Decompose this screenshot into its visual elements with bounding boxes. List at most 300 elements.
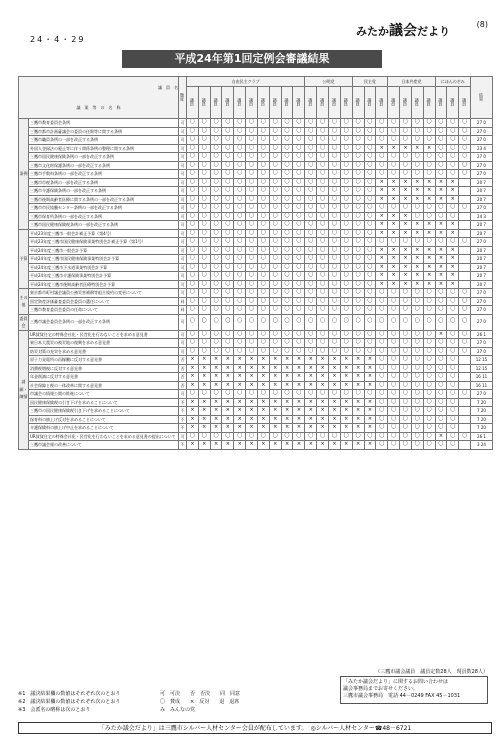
- table-row: [19, 161, 493, 170]
- item-name: 外国人登録法の廃止等に伴う関係条例の整理に関する条例: [29, 144, 179, 153]
- vote-cell: 〇: [447, 347, 459, 356]
- vote-cell: 〇: [257, 390, 269, 399]
- vote-cell: 〇: [210, 144, 222, 153]
- vote-cell: 〇: [376, 398, 388, 407]
- vote-cell: ×: [257, 356, 269, 365]
- vote-cell: 〇: [364, 390, 376, 399]
- vote-cell: 〇: [305, 178, 317, 187]
- vote-cell: 〇: [222, 280, 234, 289]
- vote-cell: 〇: [210, 221, 222, 230]
- vote-cell: 〇: [281, 153, 293, 162]
- member-header: [234, 87, 246, 119]
- vote-cell: 〇: [187, 195, 199, 204]
- item-type: 不: [180, 416, 185, 422]
- vote-cell: ×: [411, 280, 423, 289]
- vote-cell: 〇: [305, 144, 317, 153]
- member-name: 議員: [308, 98, 314, 106]
- vote-cell: 〇: [447, 127, 459, 136]
- table-row: [19, 364, 493, 373]
- vote-cell: 〇: [364, 330, 376, 339]
- vote-cell: ×: [222, 356, 234, 365]
- vote-cell: 〇: [364, 306, 376, 315]
- member-name: 議員: [426, 98, 432, 106]
- vote-cell: 〇: [234, 170, 246, 179]
- vote-cell: 〇: [269, 153, 281, 162]
- member-header: [269, 87, 281, 119]
- vote-cell: 〇: [293, 272, 305, 281]
- table-row: [19, 373, 493, 382]
- vote-cell: 〇: [364, 170, 376, 179]
- vote-cell: 〇: [234, 390, 246, 399]
- vote-cell: 〇: [376, 314, 388, 330]
- vote-cell: 〇: [187, 187, 199, 196]
- vote-cell: ×: [246, 398, 258, 407]
- vote-cell: 〇: [340, 178, 352, 187]
- item-type: 可: [180, 433, 185, 439]
- member-name: 議員: [284, 98, 290, 106]
- vote-cell: 〇: [210, 127, 222, 136]
- vote-cell: 〇: [435, 127, 447, 136]
- vote-cell: 〇: [340, 119, 352, 128]
- vote-cell: 〇: [400, 136, 412, 145]
- vote-cell: 〇: [388, 204, 400, 213]
- vote-cell: [459, 263, 471, 272]
- vote-cell: ×: [246, 364, 258, 373]
- vote-cell: 〇: [329, 347, 341, 356]
- vote-cell: 〇: [329, 390, 341, 399]
- vote-cell: 〇: [388, 289, 400, 298]
- vote-cell: ×: [187, 424, 199, 433]
- vote-cell: 〇: [222, 144, 234, 153]
- vote-cell: 〇: [400, 289, 412, 298]
- member-header: [447, 87, 459, 119]
- legend-block: [160, 690, 240, 714]
- vote-cell: 〇: [388, 306, 400, 315]
- vote-cell: ×: [293, 381, 305, 390]
- vote-cell: 〇: [305, 390, 317, 399]
- member-header: [388, 87, 400, 119]
- vote-cell: ×: [376, 195, 388, 204]
- legend-item: 〇 賛成 × 反対 退 退席: [160, 699, 240, 705]
- vote-cell: 〇: [388, 441, 400, 450]
- vote-cell: ×: [423, 144, 435, 153]
- vote-cell: 〇: [234, 153, 246, 162]
- vote-cell: [459, 246, 471, 255]
- vote-cell: 〇: [269, 119, 281, 128]
- vote-cell: 〇: [400, 314, 412, 330]
- vote-cell: 〇: [317, 136, 329, 145]
- vote-cell: 〇: [447, 424, 459, 433]
- vote-cell: ×: [234, 364, 246, 373]
- item-result: 7 20: [471, 407, 493, 416]
- vote-cell: 〇: [423, 432, 435, 441]
- member-header: [210, 87, 222, 119]
- vote-cell: 〇: [329, 272, 341, 281]
- category-cell: その他: [19, 289, 29, 315]
- vote-cell: 〇: [388, 424, 400, 433]
- vote-cell: 〇: [257, 289, 269, 298]
- vote-cell: ×: [411, 187, 423, 196]
- vote-cell: 〇: [352, 136, 364, 145]
- vote-cell: 〇: [198, 127, 210, 136]
- vote-cell: 〇: [269, 178, 281, 187]
- vote-cell: [459, 373, 471, 382]
- vote-cell: ×: [269, 364, 281, 373]
- vote-cell: 〇: [187, 272, 199, 281]
- item-type: 可: [180, 213, 185, 219]
- vote-cell: 〇: [447, 306, 459, 315]
- vote-cell: 〇: [281, 280, 293, 289]
- vote-cell: ×: [198, 398, 210, 407]
- vote-cell: ×: [329, 415, 341, 424]
- vote-cell: ×: [435, 272, 447, 281]
- vote-cell: 〇: [329, 127, 341, 136]
- member-name: 議員: [450, 98, 456, 106]
- vote-cell: 〇: [317, 314, 329, 330]
- vote-cell: ×: [257, 441, 269, 450]
- item-type: 不: [180, 442, 185, 447]
- vote-cell: 〇: [447, 381, 459, 390]
- vote-cell: 〇: [388, 390, 400, 399]
- vote-cell: 〇: [293, 136, 305, 145]
- vote-cell: 〇: [364, 127, 376, 136]
- vote-cell: 〇: [388, 373, 400, 382]
- vote-cell: ×: [246, 415, 258, 424]
- vote-cell: ×: [222, 424, 234, 433]
- vote-cell: 〇: [210, 178, 222, 187]
- item-type: 可: [179, 314, 187, 330]
- vote-cell: 〇: [187, 221, 199, 230]
- vote-cell: 〇: [293, 119, 305, 128]
- table-row: [19, 238, 493, 247]
- vote-cell: 〇: [329, 204, 341, 213]
- vote-cell: ×: [317, 356, 329, 365]
- vote-cell: 〇: [423, 136, 435, 145]
- vote-cell: 〇: [246, 229, 258, 238]
- vote-cell: 〇: [187, 314, 199, 330]
- vote-cell: ×: [329, 424, 341, 433]
- vote-cell: ×: [257, 381, 269, 390]
- item-type: 可: [180, 120, 185, 125]
- vote-cell: ×: [411, 221, 423, 230]
- vote-cell: 〇: [447, 356, 459, 365]
- vote-cell: 〇: [281, 212, 293, 221]
- vote-cell: 〇: [293, 178, 305, 187]
- vote-cell: 〇: [388, 339, 400, 348]
- vote-cell: 〇: [305, 238, 317, 247]
- vote-cell: ×: [329, 407, 341, 416]
- vote-cell: 〇: [198, 347, 210, 356]
- vote-cell: 〇: [364, 153, 376, 162]
- vote-cell: 〇: [423, 356, 435, 365]
- vote-cell: 〇: [305, 204, 317, 213]
- vote-cell: 〇: [435, 356, 447, 365]
- item-name: 平成23年度三鷹市一般会計補正予算（第4号）: [29, 229, 179, 238]
- vote-cell: ×: [364, 407, 376, 416]
- vote-cell: 〇: [234, 255, 246, 264]
- vote-cell: ×: [269, 381, 281, 390]
- vote-cell: 〇: [305, 432, 317, 441]
- vote-cell: ×: [305, 424, 317, 433]
- vote-cell: [459, 255, 471, 264]
- vote-cell: ×: [411, 144, 423, 153]
- item-result: 20 7: [471, 221, 493, 230]
- vote-cell: 〇: [329, 212, 341, 221]
- vote-cell: ×: [435, 255, 447, 264]
- vote-cell: ×: [198, 407, 210, 416]
- vote-cell: 〇: [459, 297, 471, 306]
- vote-cell: 〇: [388, 356, 400, 365]
- vote-cell: [459, 381, 471, 390]
- item-type: 不: [180, 425, 185, 430]
- vote-cell: ×: [376, 280, 388, 289]
- vote-cell: 〇: [187, 136, 199, 145]
- vote-cell: 〇: [187, 153, 199, 162]
- vote-cell: 〇: [340, 153, 352, 162]
- vote-cell: 〇: [281, 204, 293, 213]
- vote-cell: ×: [364, 381, 376, 390]
- vote-cell: ×: [447, 263, 459, 272]
- vote-cell: 〇: [435, 415, 447, 424]
- vote-cell: 〇: [364, 238, 376, 247]
- vote-cell: 〇: [352, 347, 364, 356]
- vote-cell: ×: [411, 255, 423, 264]
- vote-cell: 〇: [447, 297, 459, 306]
- vote-cell: 〇: [435, 306, 447, 315]
- vote-cell: 〇: [257, 263, 269, 272]
- vote-cell: ×: [187, 415, 199, 424]
- vote-cell: 〇: [364, 204, 376, 213]
- vote-cell: ×: [257, 407, 269, 416]
- vote-cell: 〇: [376, 127, 388, 136]
- vote-cell: 〇: [352, 153, 364, 162]
- item-type: 可: [180, 154, 185, 159]
- vote-cell: 〇: [340, 246, 352, 255]
- vote-cell: 〇: [305, 119, 317, 128]
- table-row: [19, 432, 493, 441]
- item-name: 東日本大震災の被災地の復興を求める意見書: [29, 339, 179, 348]
- item-name: 三鷹市教育委員会委員の任命について: [29, 306, 179, 315]
- vote-cell: 〇: [210, 212, 222, 221]
- vote-cell: ×: [388, 178, 400, 187]
- item-result: 20 7: [471, 280, 493, 289]
- member-header: [329, 87, 341, 119]
- member-name: 議員: [438, 98, 444, 106]
- vote-cell: 〇: [187, 238, 199, 247]
- vote-cell: 〇: [329, 314, 341, 330]
- table-row: [19, 170, 493, 179]
- vote-cell: 〇: [210, 161, 222, 170]
- vote-cell: ×: [411, 272, 423, 281]
- item-name: 三鷹市国民健康保険条例の一部を改正する条例: [29, 153, 179, 162]
- vote-cell: 〇: [447, 373, 459, 382]
- vote-cell: 〇: [187, 119, 199, 128]
- item-type: 可: [180, 391, 185, 396]
- vote-cell: ×: [435, 330, 447, 339]
- vote-cell: 〇: [293, 144, 305, 153]
- vote-cell: 〇: [317, 221, 329, 230]
- vote-cell: 〇: [352, 263, 364, 272]
- vote-cell: 〇: [234, 229, 246, 238]
- vote-cell: 〇: [210, 272, 222, 281]
- vote-cell: 〇: [317, 212, 329, 221]
- vote-cell: 〇: [423, 390, 435, 399]
- vote-cell: 〇: [269, 347, 281, 356]
- vote-cell: 〇: [187, 432, 199, 441]
- table-row: [19, 221, 493, 230]
- vote-cell: ×: [257, 364, 269, 373]
- vote-cell: 〇: [257, 339, 269, 348]
- vote-cell: ×: [269, 356, 281, 365]
- vote-cell: 〇: [352, 195, 364, 204]
- vote-cell: 〇: [376, 390, 388, 399]
- vote-cell: ×: [329, 381, 341, 390]
- vote-cell: ×: [234, 407, 246, 416]
- vote-cell: 〇: [187, 212, 199, 221]
- vote-cell: 〇: [447, 153, 459, 162]
- vote-cell: ×: [198, 364, 210, 373]
- member-header: [222, 87, 234, 119]
- vote-cell: 〇: [340, 221, 352, 230]
- vote-cell: 〇: [210, 195, 222, 204]
- vote-cell: 〇: [329, 330, 341, 339]
- vote-cell: 〇: [305, 127, 317, 136]
- vote-cell: 〇: [459, 170, 471, 179]
- vote-cell: 〇: [376, 238, 388, 247]
- vote-cell: ×: [376, 229, 388, 238]
- vote-cell: 〇: [222, 136, 234, 145]
- item-name: 三鷹市文化財保護条例の一部を改正する条例: [29, 161, 179, 170]
- vote-cell: 〇: [435, 407, 447, 416]
- vote-cell: ×: [400, 263, 412, 272]
- vote-cell: ×: [317, 441, 329, 450]
- item-type: 可: [180, 340, 185, 345]
- item-type: 可: [180, 348, 185, 354]
- item-result: 20 7: [471, 187, 493, 196]
- vote-cell: ×: [329, 373, 341, 382]
- vote-cell: 〇: [400, 238, 412, 247]
- table-row: [19, 246, 493, 255]
- vote-cell: 〇: [423, 119, 435, 128]
- vote-cell: ×: [376, 212, 388, 221]
- vote-cell: 〇: [435, 347, 447, 356]
- vote-cell: 〇: [423, 373, 435, 382]
- vote-cell: ×: [400, 246, 412, 255]
- member-name: 議員: [331, 98, 337, 106]
- vote-cell: 〇: [293, 314, 305, 330]
- vote-cell: ×: [376, 255, 388, 264]
- vote-cell: 〇: [222, 314, 234, 330]
- vote-cell: ×: [352, 356, 364, 365]
- vote-cell: 〇: [210, 238, 222, 247]
- vote-cell: 〇: [340, 127, 352, 136]
- vote-cell: 〇: [423, 204, 435, 213]
- vote-cell: 〇: [305, 272, 317, 281]
- vote-cell: [459, 187, 471, 196]
- item-result: 7 20: [471, 424, 493, 433]
- vote-cell: 〇: [234, 187, 246, 196]
- vote-cell: ×: [340, 364, 352, 373]
- item-type: 可: [180, 145, 185, 151]
- vote-cell: 〇: [305, 339, 317, 348]
- vote-cell: 〇: [411, 441, 423, 450]
- vote-cell: ×: [364, 415, 376, 424]
- item-result: 27 0: [471, 127, 493, 136]
- vote-cell: 〇: [411, 407, 423, 416]
- vote-cell: 〇: [364, 272, 376, 281]
- vote-cell: 〇: [435, 297, 447, 306]
- vote-cell: 〇: [281, 221, 293, 230]
- vote-cell: 〇: [435, 289, 447, 298]
- vote-cell: ×: [388, 187, 400, 196]
- vote-cell: 〇: [246, 280, 258, 289]
- vote-cell: ×: [198, 356, 210, 365]
- vote-cell: 〇: [293, 330, 305, 339]
- vote-cell: ×: [317, 407, 329, 416]
- vote-cell: 〇: [269, 212, 281, 221]
- item-name: 市議会の情報公開の推進について: [29, 390, 179, 399]
- vote-cell: 〇: [257, 314, 269, 330]
- item-name: UR賃貸住宅の特殊会社化・民営化を行わないことを求める意見書: [29, 330, 179, 339]
- member-header: [305, 87, 317, 119]
- member-name: 議員: [391, 98, 397, 106]
- table-row: [19, 347, 493, 356]
- vote-cell: 〇: [329, 161, 341, 170]
- member-header: [340, 87, 352, 119]
- vote-cell: ×: [210, 381, 222, 390]
- item-type: 否: [180, 357, 185, 362]
- vote-cell: 〇: [246, 195, 258, 204]
- vote-cell: ×: [257, 398, 269, 407]
- item-type: 同: [180, 298, 185, 304]
- vote-cell: ×: [423, 195, 435, 204]
- vote-cell: 〇: [435, 119, 447, 128]
- vote-cell: 〇: [411, 373, 423, 382]
- item-result: 23 4: [471, 144, 493, 153]
- vote-cell: 〇: [376, 432, 388, 441]
- type-header: [179, 77, 187, 119]
- vote-cell: ×: [293, 364, 305, 373]
- group-header: 自由民主クラブ: [187, 77, 305, 87]
- vote-cell: 〇: [435, 314, 447, 330]
- vote-cell: ×: [281, 441, 293, 450]
- vote-cell: 〇: [305, 330, 317, 339]
- vote-cell: ×: [187, 381, 199, 390]
- vote-cell: ×: [187, 356, 199, 365]
- member-header: [187, 87, 199, 119]
- notes-block: [18, 690, 120, 714]
- vote-cell: 〇: [435, 136, 447, 145]
- vote-cell: 〇: [423, 170, 435, 179]
- item-name: 三鷹市手数料条例の一部を改正する条例: [29, 170, 179, 179]
- item-type: 可: [180, 188, 185, 193]
- vote-cell: ×: [269, 407, 281, 416]
- vote-cell: 〇: [376, 297, 388, 306]
- vote-cell: 〇: [317, 297, 329, 306]
- vote-cell: 〇: [246, 347, 258, 356]
- vote-cell: 〇: [317, 119, 329, 128]
- vote-cell: 〇: [281, 297, 293, 306]
- member-header: [435, 87, 447, 119]
- vote-cell: ×: [222, 415, 234, 424]
- vote-cell: 〇: [376, 441, 388, 450]
- vote-cell: 〇: [329, 170, 341, 179]
- vote-cell: 〇: [198, 272, 210, 281]
- vote-cell: 〇: [435, 441, 447, 450]
- vote-cell: 〇: [317, 195, 329, 204]
- vote-cell: ×: [234, 373, 246, 382]
- member-header: [364, 87, 376, 119]
